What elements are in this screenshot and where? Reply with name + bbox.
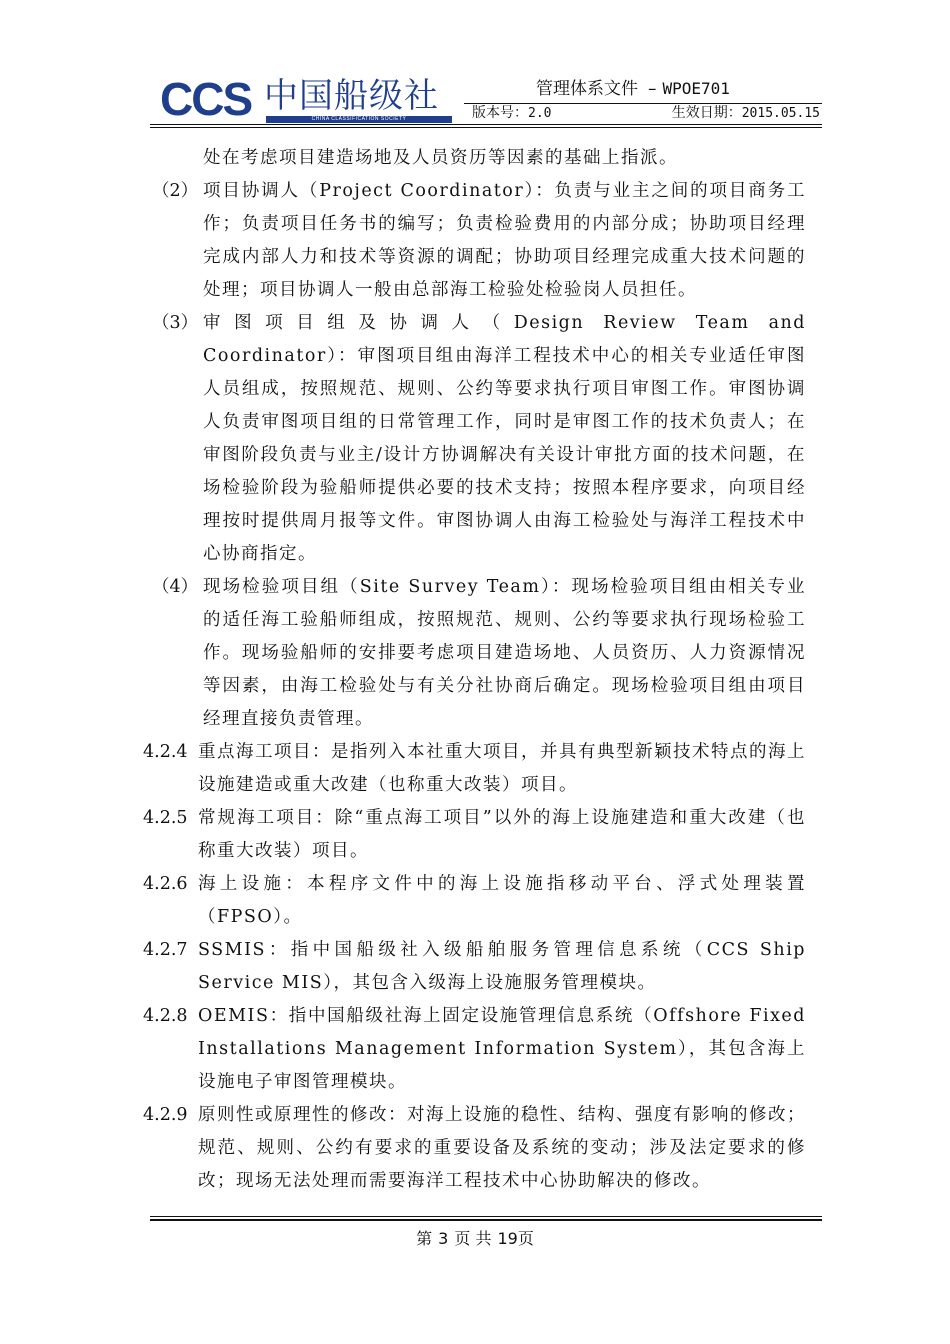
paragraph-text: SSMIS：指中国船级社入级船舶服务管理信息系统（CCS Ship Service MIS），其包含入级海上设施服务管理模块。 <box>198 940 806 993</box>
document-type: 管理体系文件 <box>536 79 638 99</box>
paragraph-number: （2） <box>152 181 199 201</box>
title-separator: – <box>648 79 657 99</box>
footer-rule <box>150 1216 822 1217</box>
paragraph <box>0 142 806 175</box>
section-number: 4.2.8 <box>143 1006 188 1026</box>
logo-chinese-name: 中国船级社 <box>264 76 439 116</box>
footer-rule-thick <box>150 1219 822 1221</box>
page-middle: 页 共 <box>454 1229 492 1248</box>
header-divider-thin <box>150 127 822 128</box>
logo-abbreviation: CCS <box>160 73 252 125</box>
paragraph-text: 处在考虑项目建造场地及人员资历等因素的基础上指派。 <box>203 148 678 168</box>
section-number: 4.2.7 <box>143 940 188 960</box>
paragraph-text: 审图项目组及协调人（Design Review Team and Coordinator）：审图项目组由海洋工程技术中心的相关专业适任审图人员组成，按照规范、规则、公约等要求执行项目审图工作。审图协调人负责审图项目组的日常管理工作，同时是审图工作的技术负责人；在审图阶段负责与业主/设计方协调解决有关设计审批方面的技术问题，在场检验阶段为验船师提供必要的技术支持；按照本程序要求，向项目经理按时提供周月报等文件。审图协调人由海工检验处与海洋工程技术中心协商指定。 <box>203 313 806 564</box>
date-value: 2015.05.15 <box>741 106 820 121</box>
section-paragraph <box>0 802 806 868</box>
paragraph-text: 重点海工项目：是指列入本社重大项目，并具有典型新颖技术特点的海上设施建造或重大改建（也称重大改装）项目。 <box>198 742 806 795</box>
document-body <box>0 142 950 1198</box>
logo-english-name: CHINA CLASSIFICATION SOCIETY <box>311 116 407 122</box>
paragraph-text: 原则性或原理性的修改：对海上设施的稳性、结构、强度有影响的修改；规范、规则、公约有要求的重要设备及系统的变动；涉及法定要求的修改；现场无法处理而需要海洋工程技术中心协助解决的修改。 <box>198 1105 806 1191</box>
version-value: 2.0 <box>528 106 552 121</box>
paragraph-number: （4） <box>152 577 199 597</box>
header-divider <box>150 124 822 125</box>
effective-date <box>672 104 820 123</box>
ccs-logo <box>160 73 452 125</box>
section-number: 4.2.5 <box>143 808 188 828</box>
section-number: 4.2.6 <box>143 874 188 894</box>
page-total: 19页 <box>497 1229 534 1248</box>
paragraph-text: OEMIS：指中国船级社海上固定设施管理信息系统（Offshore Fixed Installations Management Information System），其包含海上设施电子审图管理模块。 <box>198 1006 806 1092</box>
page-prefix: 第 <box>416 1229 433 1248</box>
paragraph-number: （3） <box>152 313 199 333</box>
document-code: WPOE701 <box>662 79 730 98</box>
paragraph-text: 海上设施：本程序文件中的海上设施指移动平台、浮式处理装置（FPSO）。 <box>198 874 806 927</box>
paragraph-text: 项目协调人（Project Coordinator）：负责与业主之间的项目商务工作；负责项目任务书的编写；负责检验费用的内部分成；协助项目经理完成内部人力和技术等资源的调配；协助项目经理完成重大技术问题的处理；项目协调人一般由总部海工检验处检验岗人员担任。 <box>203 181 806 300</box>
section-number: 4.2.9 <box>143 1105 188 1125</box>
paragraph <box>0 307 806 571</box>
paragraph <box>0 175 806 307</box>
version-info <box>472 104 551 123</box>
paragraph-text: 常规海工项目：除“重点海工项目”以外的海上设施建造和重大改建（也称重大改装）项目。 <box>198 808 806 861</box>
section-number: 4.2.4 <box>143 742 188 762</box>
version-label: 版本号： <box>472 105 528 121</box>
section-paragraph <box>0 868 806 934</box>
section-paragraph <box>0 1000 806 1099</box>
section-paragraph <box>0 1099 806 1198</box>
page-number: 3 <box>438 1229 449 1248</box>
page-footer <box>0 1228 950 1250</box>
paragraph <box>0 571 806 736</box>
document-header-title <box>536 78 730 100</box>
section-paragraph <box>0 934 806 1000</box>
section-paragraph <box>0 736 806 802</box>
paragraph-text: 现场检验项目组（Site Survey Team）：现场检验项目组由相关专业的适任海工验船师组成，按照规范、规则、公约等要求执行现场检验工作。现场验船师的安排要考虑项目建造场地、人员资历、人力资源情况等因素，由海工检验处与有关分社协商后确定。现场检验项目组由项目经理直接负责管理。 <box>203 577 806 729</box>
date-label: 生效日期： <box>671 105 742 121</box>
